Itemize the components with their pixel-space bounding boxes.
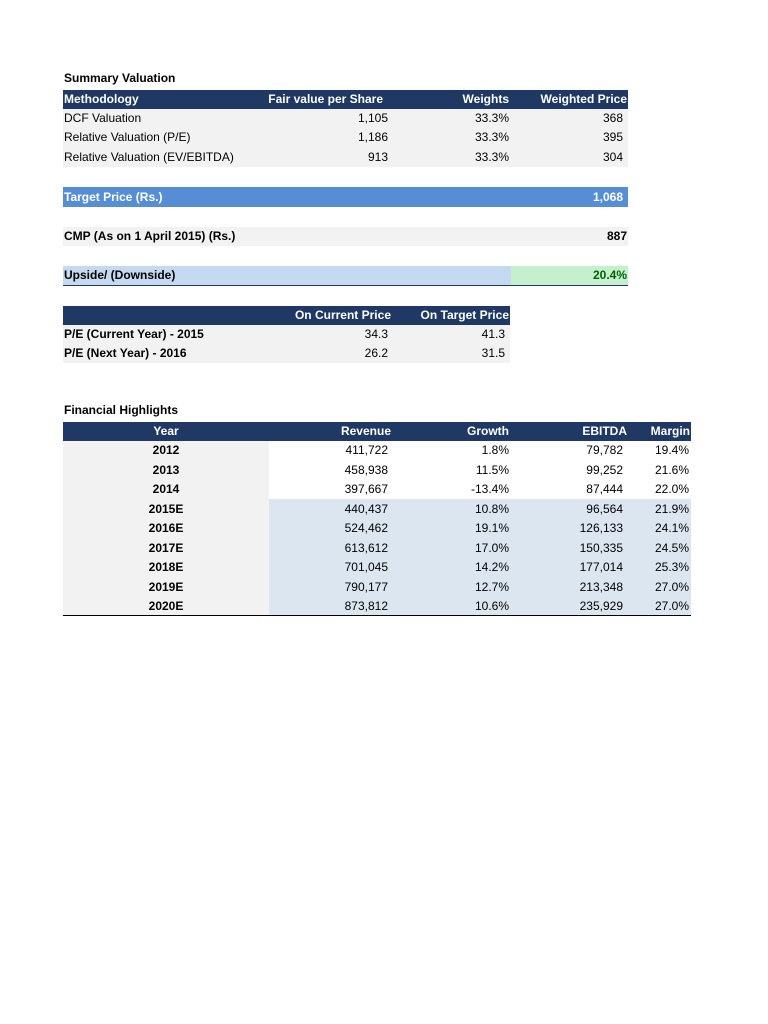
summary-valuation-title: Summary Valuation	[64, 71, 176, 85]
fin-margin: 22.0%	[654, 482, 689, 496]
fin-ebitda: 235,929	[579, 599, 623, 613]
header-weighted-price: Weighted Price	[540, 92, 627, 106]
fin-growth: 17.0%	[474, 540, 509, 555]
fin-revenue: 701,045	[344, 560, 388, 574]
fin-margin: 25.3%	[654, 560, 689, 574]
fin-year: 2020E	[148, 599, 184, 613]
fin-growth: 10.6%	[474, 599, 509, 613]
financial-highlights-title: Financial Highlights	[64, 403, 179, 417]
fin-growth: 14.2%	[474, 560, 509, 574]
fin-revenue: 790,177	[344, 579, 388, 594]
fin-revenue: 440,437	[344, 501, 388, 516]
fin-year: 2013	[152, 462, 180, 477]
summary-row-weighted: 304	[602, 150, 623, 164]
fin-header-year: Year	[153, 424, 179, 438]
fin-growth: 11.5%	[475, 462, 509, 477]
pe-row-current: 26.2	[364, 346, 388, 360]
summary-row-fair: 1,186	[357, 130, 388, 144]
upside-value: 20.4%	[592, 268, 627, 282]
fin-year: 2014	[152, 482, 180, 496]
summary-row-method: Relative Valuation (EV/EBITDA)	[64, 150, 234, 164]
upside-underline	[63, 285, 628, 286]
fin-header-revenue: Revenue	[340, 424, 391, 438]
fin-year: 2019E	[148, 579, 184, 594]
fin-ebitda: 150,335	[579, 540, 623, 555]
fin-margin: 21.6%	[654, 462, 689, 477]
fin-margin: 19.4%	[654, 443, 689, 457]
fin-growth: 10.8%	[474, 501, 509, 516]
summary-row-weighted: 368	[602, 111, 623, 125]
fin-year: 2017E	[148, 540, 184, 555]
fin-ebitda: 99,252	[586, 462, 623, 477]
pe-row-current: 34.3	[364, 327, 388, 341]
summary-row-weight: 33.3%	[474, 111, 509, 125]
target-price-value: 1,068	[592, 190, 623, 204]
summary-row-method: DCF Valuation	[64, 111, 142, 125]
fin-growth: -13.4%	[470, 482, 509, 496]
upside-label: Upside/ (Downside)	[64, 268, 176, 282]
target-price-label: Target Price (Rs.)	[64, 190, 163, 204]
pe-row-target: 41.3	[481, 327, 505, 341]
fin-ebitda: 177,014	[579, 560, 623, 574]
fin-growth: 12.7%	[474, 579, 509, 594]
fin-revenue: 397,667	[344, 482, 388, 496]
fin-year: 2018E	[148, 560, 184, 574]
fin-header-growth: Growth	[467, 424, 509, 438]
summary-row-weight: 33.3%	[474, 130, 509, 144]
fin-margin: 24.1%	[654, 521, 689, 535]
fin-header-margin: Margin	[650, 424, 690, 438]
fin-ebitda: 79,782	[586, 443, 623, 457]
fin-year: 2016E	[148, 521, 184, 535]
fin-margin: 27.0%	[654, 579, 689, 594]
summary-row-method: Relative Valuation (P/E)	[64, 130, 191, 144]
pe-header-target: On Target Price	[420, 308, 509, 322]
fin-margin: 21.9%	[654, 501, 689, 516]
summary-row-weight: 33.3%	[474, 150, 509, 164]
summary-row-weighted: 395	[602, 130, 623, 144]
header-fair-value: Fair value per Share	[268, 92, 383, 106]
cmp-value: 887	[606, 229, 627, 243]
fin-header-ebitda: EBITDA	[582, 424, 627, 438]
pe-row-label: P/E (Next Year) - 2016	[64, 346, 187, 360]
fin-ebitda: 96,564	[586, 501, 623, 516]
fin-revenue: 524,462	[344, 521, 388, 535]
fin-ebitda: 213,348	[579, 579, 623, 594]
header-methodology: Methodology	[64, 92, 139, 106]
summary-row-fair: 1,105	[357, 111, 388, 125]
fin-revenue: 873,812	[344, 599, 388, 613]
fin-ebitda: 87,444	[586, 482, 623, 496]
header-weights: Weights	[462, 92, 509, 106]
pe-header-current: On Current Price	[294, 308, 391, 322]
cmp-label: CMP (As on 1 April 2015) (Rs.)	[64, 229, 236, 243]
fin-revenue: 613,612	[344, 540, 388, 555]
fin-revenue: 458,938	[344, 462, 388, 477]
fin-revenue: 411,722	[345, 443, 388, 457]
fin-growth: 19.1%	[474, 521, 509, 535]
pe-row-target: 31.5	[481, 346, 505, 360]
fin-year: 2012	[152, 443, 180, 457]
fin-growth: 1.8%	[481, 443, 509, 457]
fin-ebitda: 126,133	[579, 521, 623, 535]
summary-row-fair: 913	[367, 150, 388, 164]
fin-margin: 27.0%	[654, 599, 689, 613]
fin-margin: 24.5%	[654, 540, 689, 555]
pe-row-label: P/E (Current Year) - 2015	[64, 327, 204, 341]
fin-year: 2015E	[148, 501, 184, 516]
